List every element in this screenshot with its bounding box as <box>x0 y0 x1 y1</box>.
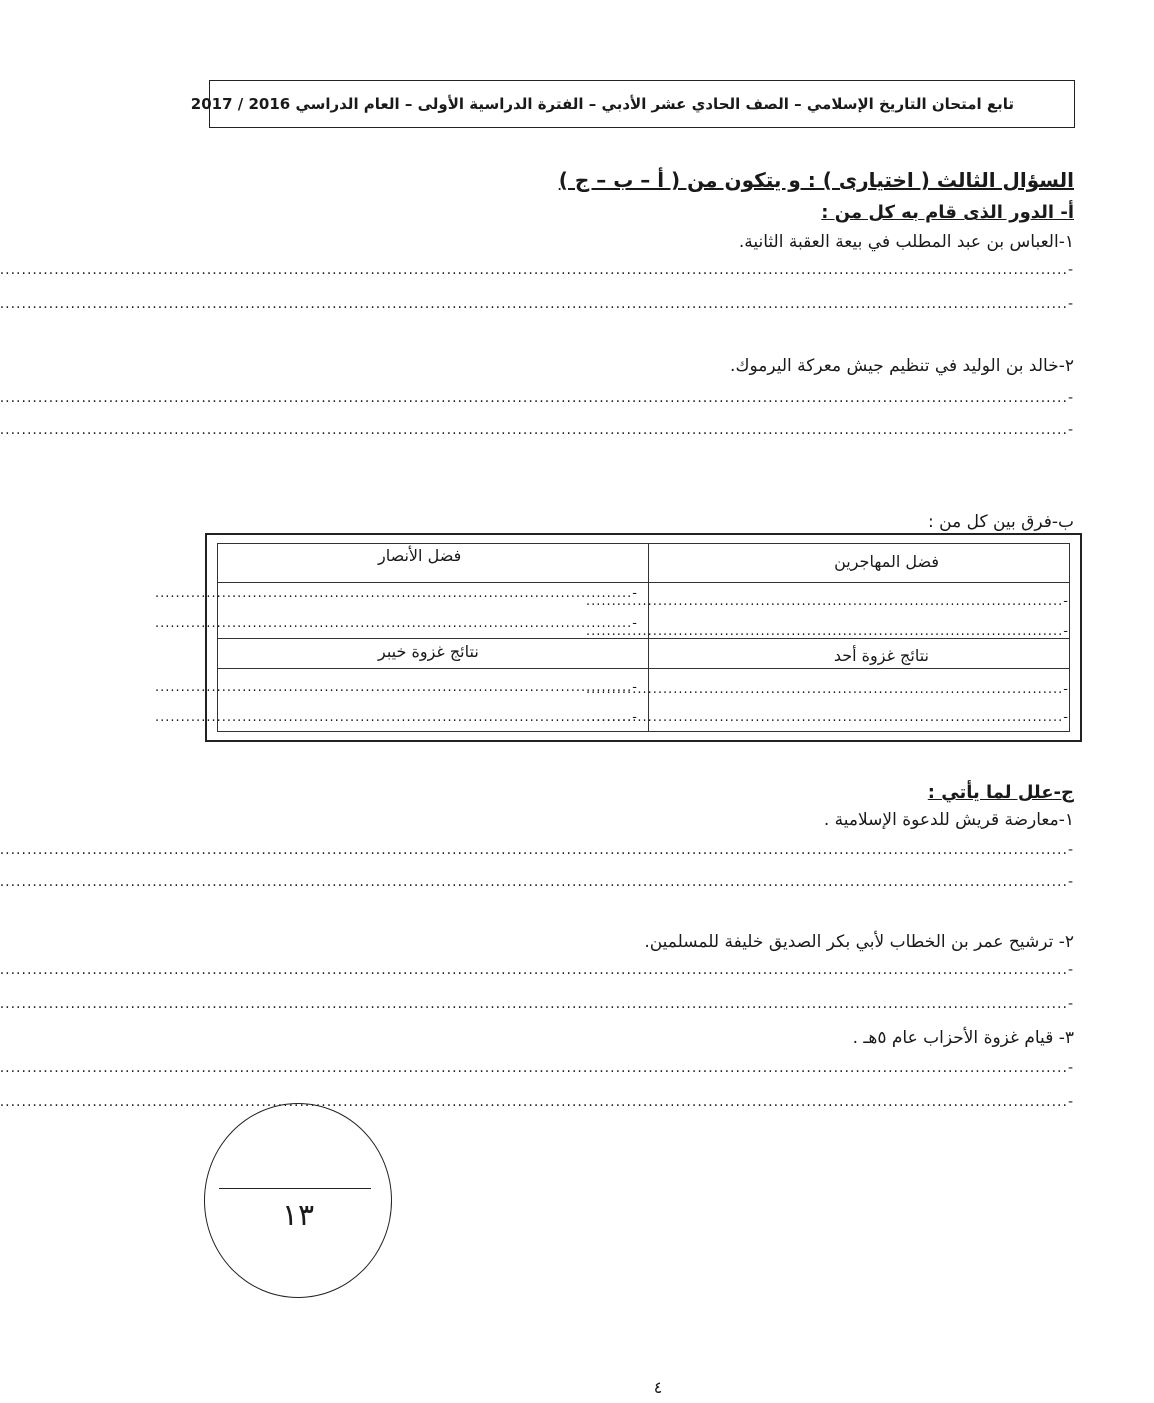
table-header-muhajireen: فضل المهاجرين <box>834 552 939 571</box>
answer-line: -.................................................................................................................................................................................................... <box>0 996 1074 1012</box>
answer-line: -.................................................................................................................................................................................................... <box>0 874 1074 890</box>
cell-answer-line: -............................................................................................. <box>155 710 638 725</box>
cell-answer-line: -............................................................................................. <box>586 594 1069 609</box>
section-a-title: أ- الدور الذى قام به كل من : <box>821 202 1074 223</box>
grade-divider <box>219 1188 371 1189</box>
page-number: ٤ <box>653 1378 663 1397</box>
table-header-uhud-results: نتائج غزوة أحد <box>833 646 929 665</box>
section-c-title: ج-علل لما يأتي : <box>927 782 1074 803</box>
section-a-item-2: ٢-خالد بن الوليد في تنظيم جيش معركة اليرموك. <box>730 356 1074 376</box>
cell-answer-line: -............................................................................................. <box>155 616 638 631</box>
table-header-khaybar-results: نتائج غزوة خيبر <box>378 642 479 661</box>
cell-answer-line: -............................................................................................. <box>586 624 1069 639</box>
answer-line: -.................................................................................................................................................................................................... <box>0 842 1074 858</box>
table-header-ansar: فضل الأنصار <box>378 546 462 565</box>
answer-line: -.................................................................................................................................................................................................... <box>0 962 1074 978</box>
section-c-item-1: ١-معارضة قريش للدعوة الإسلامية . <box>823 810 1074 830</box>
section-b-title: ب-فرق بين كل من : <box>928 512 1074 532</box>
cell-answer-line: -............................................................................................. <box>586 710 1069 725</box>
section-a-item-1: ١-العباس بن عبد المطلب في بيعة العقبة الثانية. <box>738 232 1074 252</box>
comparison-table <box>155 533 1082 742</box>
answer-line: -.................................................................................................................................................................................................... <box>0 262 1074 278</box>
table-row-divider <box>218 582 1069 583</box>
cell-answer-line: -............................................................................................. <box>155 586 638 601</box>
cell-answer-line: -............................................................................................. <box>586 682 1069 697</box>
exam-header-text: تابع امتحان التاريخ الإسلامي – الصف الحادي عشر الأدبي – الفترة الدراسية الأولى – العام الدراسي 2016 / 2017 <box>190 95 1014 113</box>
answer-line: -.................................................................................................................................................................................................... <box>0 1094 1074 1110</box>
answer-line: -.................................................................................................................................................................................................... <box>0 1060 1074 1076</box>
cell-answer-line: -............................................................................................. <box>155 680 638 695</box>
answer-line: -.................................................................................................................................................................................................... <box>0 390 1074 406</box>
question-title: السؤال الثالث ( اختيارى ) : و يتكون من ( أ – ب – ج ) <box>558 168 1074 192</box>
exam-header-box <box>190 80 1075 128</box>
section-c-item-2: ٢- ترشيح عمر بن الخطاب لأبي بكر الصديق خليفة للمسلمين. <box>644 932 1074 952</box>
answer-line: -.................................................................................................................................................................................................... <box>0 296 1074 312</box>
section-c-item-3: ٣- قيام غزوة الأحزاب عام ٥هـ . <box>852 1028 1074 1048</box>
table-row-divider <box>218 668 1069 669</box>
answer-line: -.................................................................................................................................................................................................... <box>0 422 1074 438</box>
grade-circle <box>204 1103 392 1298</box>
grade-value: ١٣ <box>281 1198 315 1233</box>
